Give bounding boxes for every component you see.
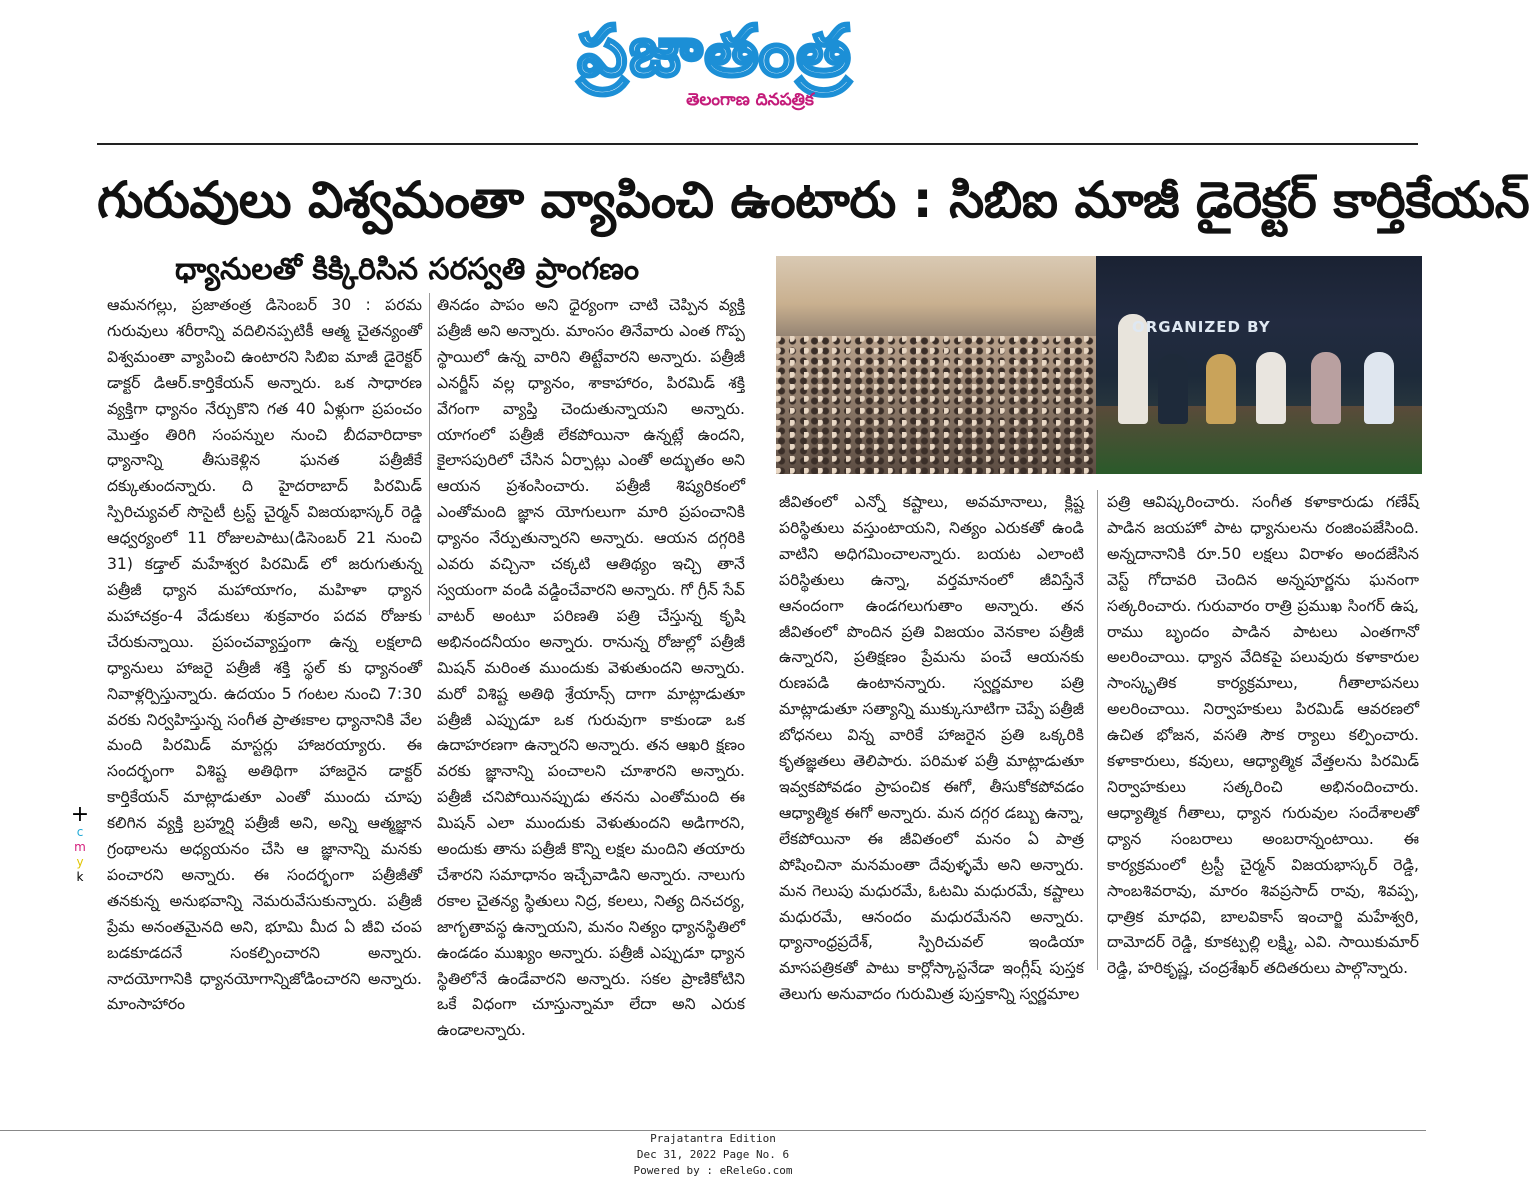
event-stage-photo — [1096, 256, 1422, 474]
article-column-2 — [437, 293, 745, 1040]
article-column-3 — [779, 490, 1084, 1004]
footer-edition: Prajatantra Edition — [650, 1132, 776, 1145]
article-column-3-text: జీవితంలో ఎన్నో కష్టాలు, అవమానాలు, క్లిష్ట పరిస్థితులు వస్తుంటాయని, నిత్యం ఎరుకతో ఉండి వాటిని అధిగమించాలన్నారు. బయట ఎలాంటి పరిస్థితులు ఉన్నా, వర్తమానంలో జీవిస్తేనే ఆనందంగా ఉండగలుగుతాం అన్నారు. తన జీవితంలో పొందిన ప్రతి విజయం వెనకాల పత్రీజీ ఉన్నారని, ప్రతిక్షణం ప్రేమను పంచే ఆయనకు రుణపడి ఉంటానన్నారు. స్వర్ణమాల పత్రి మాట్లాడుతూ సత్యాన్ని ముక్కుసూటిగా చెప్పే పత్రీజీ బోధనలు విన్న వారికే హాజరైన ప్రతి ఒక్కరికి కృతజ్ఞతలు తెలిపారు. పరిమళ పత్రీ మాట్లాడుతూ ఇవ్వకపోవడం ప్రాపంచిక ఈగో, తీసుకోకపోవడం ఆధ్యాత్మిక ఈగో అన్నారు. మన దగ్గర డబ్బు ఉన్నా, లేకపోయినా ఈ జీవితంలో మనం ఏ పాత్ర పోషించినా మనమంతా దేవుళ్ళమే అని అన్నారు. మన గెలుపు మధురమే, ఓటమి మధురమే, కష్టాలు మధురమే, ఆనందం మధురమేనని అన్నారు. ధ్యానాంధ్రప్రదేశ్, స్పిరిచువల్ ఇండియా మాసపత్రికతో పాటు కార్లోస్కాస్టనేడా ఇంగ్లీష్ పుస్తక తెలుగు అనువాదం గురుమిత్ర పుస్తకాన్ని స్వర్ణమాల — [779, 493, 1084, 1004]
page-footer — [0, 1131, 1426, 1179]
article-headline: గురువులు విశ్వమంతా వ్యాపించి ఉంటారు : సిబిఐ మాజీ డైరెక్టర్ కార్తికేయన్ — [97, 171, 1529, 229]
article-column-4-text: పత్రి ఆవిష్కరించారు. సంగీత కళాకారుడు గణేష్ పాడిన జయహో పాట ధ్యానులను రంజింపజేసింది. అన్నదానానికి రూ.50 లక్షలు విరాళం అందజేసిన వెస్ట్ గోదావరి చెందిన అన్నపూర్ణను ఘనంగా సత్కరించారు. గురువారం రాత్రి ప్రముఖ సింగర్ ఉష, రాము బృందం పాడిన పాటలు ఎంతగానో అలరించాయి. ధ్యాన వేదికపై పలువురు కళాకారుల సాంస్కృతిక కార్యక్రమాలు, గీతాలాపనలు అలరించాయి. నిర్వాహకులు పిరమిడ్ ఆవరణలో ఉచిత భోజన, వసతి సౌక ర్యాలు కల్పించారు. కళాకారులు, కవులు, ఆధ్యాత్మిక వేత్తలను పిరమిడ్ నిర్వాహకులు సత్కరించి అభినందించారు. ఆధ్యాత్మిక గీతాలు, ధ్యాన గురువుల సందేశాలతో ధ్యాన సంబరాలు అంబరాన్నంటాయి. ఈ కార్యక్రమంలో ట్రస్టీ చైర్మన్ విజయభాస్కర్ రెడ్డి, సాంబశివరావు, మారం శివప్రసాద్ రావు, శివప్ప, ధాత్రిక మాధవి, బాలవికాస్ ఇంచార్జి మహేశ్వరి, దామోదర్ రెడ్డి, కూకట్పల్లి లక్ష్మి, ఎవి. సాయికుమార్ రెడ్డి, హరికృష్ణ, చంద్రశేఖర్ తదితరులు పాల్గొన్నారు. — [1107, 493, 1419, 978]
newspaper-tagline: తెలంగాణ దినపత్రిక — [686, 90, 814, 110]
newspaper-logo[interactable]: ప్రజాతంత్ర — [577, 10, 853, 92]
crowd-image — [776, 336, 1096, 474]
top-divider — [97, 143, 1418, 145]
article-column-1 — [107, 293, 422, 1014]
guest-figure — [1256, 352, 1286, 424]
cmyk-k: k — [76, 870, 84, 884]
event-crowd-photo — [776, 256, 1096, 474]
guest-figure — [1158, 354, 1188, 424]
article-column-1-text: ఆమనగల్లు, ప్రజాతంత్ర డిసెంబర్ 30 : పరమ గురువులు శరీరాన్ని వదిలినప్పటికీ ఆత్మ చైతన్యంతో విశ్వమంతా వ్యాపించి ఉంటారని సిబిఐ మాజీ డైరెక్టర్ డాక్టర్ డిఆర్.కార్తికేయన్ అన్నారు. ఒక సాధారణ వ్యక్తిగా ధ్యానం నేర్చుకొని గత 40 ఏళ్లుగా ప్రపంచం మొత్తం తిరిగి సంపన్నుల నుంచి బీదవారిదాకా ధ్యానాన్ని తీసుకెళ్లిన ఘనత పత్రీజీకే దక్కుతుందన్నారు. ది హైదరాబాద్ పిరమిడ్ స్పిరిచ్యువల్ సొసైటీ ట్రస్ట్ చైర్మన్ విజయభాస్కర్ రెడ్డి ఆధ్వర్యంలో 11 రోజులపాటు(డిసెంబర్ 21 నుంచి 31) కడ్తాల్ మహేశ్వర పిరమిడ్ లో జరుగుతున్న పత్రీజీ ధ్యాన మహాయాగం, మహిళా ధ్యాన మహాచక్రం-4 వేడుకలు శుక్రవారం పదవ రోజుకు చేరుకున్నాయి. ప్రపంచవ్యాప్తంగా ఉన్న లక్షలాది ధ్యానులు హాజరై పత్రీజీ శక్తి స్థల్ కు ధ్యానంతో నివాళ్లర్పిస్తున్నారు. ఉదయం 5 గంటల నుంచి 7:30 వరకు నిర్వహిస్తున్న సంగీత ప్రాతఃకాల ధ్యానానికి వేల మంది పిరమిడ్ మాస్టర్లు హాజరయ్యారు. ఈ సందర్భంగా విశిష్ట అతిథిగా హాజరైన డాక్టర్ కార్తికేయన్ మాట్లాడుతూ ఎంతో ముందు చూపు కలిగిన వ్యక్తి బ్రహ్మర్షి పత్రీజీ అని, అన్ని ఆత్మజ్ఞాన గ్రంథాలను అధ్యయనం చేసి ఆ జ్ఞానాన్ని మనకు పంచారని అన్నారు. ఈ సందర్భంగా పత్రీజీతో తనకున్న అనుభవాన్ని నెమరువేసుకున్నారు. పత్రీజీ ప్రేమ అనంతమైనది అని, భూమి మీద ఏ జీవి చంప బడకూడదనే సంకల్పించారని అన్నారు. నాదయోగానికి ధ్యానయోగాన్నిజోడించారని అన్నారు. మాంసాహారం — [107, 296, 422, 1014]
footer-date-page: Dec 31, 2022 Page No. 6 — [636, 1148, 790, 1161]
article-column-4 — [1107, 490, 1419, 978]
masthead — [560, 8, 870, 128]
column-divider — [429, 293, 430, 615]
article-subheadline: ధ్యానులతో కిక్కిరిసిన సరస్వతి ప్రాంగణం — [175, 252, 640, 287]
guest-figure — [1364, 352, 1394, 424]
photo-banner-text: ORGANIZED BY — [1132, 318, 1271, 336]
footer-powered-by[interactable]: Powered by : eReleGo.com — [633, 1164, 793, 1177]
cmyk-y: y — [76, 855, 84, 869]
guest-figure — [1311, 352, 1341, 424]
column-divider — [1097, 490, 1098, 970]
cmyk-m: m — [74, 840, 86, 854]
crosshair-icon: + — [70, 802, 90, 827]
guest-figure — [1206, 354, 1236, 424]
registration-marks — [70, 802, 90, 885]
cmyk-c: c — [76, 825, 84, 839]
article-column-2-text: తినడం పాపం అని ధైర్యంగా చాటి చెప్పిన వ్యక్తి పత్రీజీ అని అన్నారు. మాంసం తినేవారు ఎంత గొప్ప స్థాయిలో ఉన్న వారిని తిట్టేవారని అన్నారు. పత్రీజీ ఎనర్జీస్ వల్ల ధ్యానం, శాకాహారం, పిరమిడ్ శక్తి వేగంగా వ్యాప్తి చెందుతున్నాయని అన్నారు. యాగంలో పత్రీజీ లేకపోయినా ఉన్నట్లే ఉందని, కైలాసపురిలో చేసిన ఏర్పాట్లు ఎంతో అద్భుతం అని ఆయన ప్రశంసించారు. పత్రీజీ శిష్యరికంలో ఎంతోమంది జ్ఞాన యోగులుగా మారి ప్రపంచానికి ధ్యానం నేర్పుతున్నారని అన్నారు. ఆయన దగ్గరికి ఎవరు వచ్చినా చక్కటి ఆతిథ్యం ఇచ్చి తానే స్వయంగా వండి వడ్డించేవారని అన్నారు. గో గ్రీన్ సేవ్ వాటర్ అంటూ పరిణతి పత్రి చేస్తున్న కృషి అభినందనీయం అన్నారు. రానున్న రోజుల్లో పత్రీజీ మిషన్ మరింత ముందుకు వెళుతుందని అన్నారు. మరో విశిష్ట అతిథి శ్రేయాన్స్ దాగా మాట్లాడుతూ పత్రీజీ ఎప్పుడూ ఒక గురువుగా కాకుండా ఒక ఉదాహరణగా ఉన్నారని అన్నారు. తన ఆఖరి క్షణం వరకు జ్ఞానాన్ని పంచాలని చూశారని అన్నారు. పత్రీజీ చనిపోయినప్పుడు తనను ఎంతోమంది ఈ మిషన్ ఎలా ముందుకు వెళుతుందని అడిగారని, అందుకు తాను పత్రీజీ కొన్ని లక్షల మందిని తయారు చేశారని సమాధానం ఇచ్చేవాడిని అన్నారు. నాలుగు రకాల చైతన్య స్థితులు నిద్ర, కలలు, నిత్య దినచర్య, జాగృతావస్థ ఉన్నాయని, మనం నిత్యం ధ్యానస్థితిలో ఉండడం ముఖ్యం అన్నారు. పత్రీజీ ఎప్పుడూ ధ్యాన స్థితిలోనే ఉండేవారని అన్నారు. సకల ప్రాణికోటిని ఒకే విధంగా చూస్తున్నామా లేదా అని ఎరుక ఉండాలన్నారు. — [437, 296, 745, 1040]
